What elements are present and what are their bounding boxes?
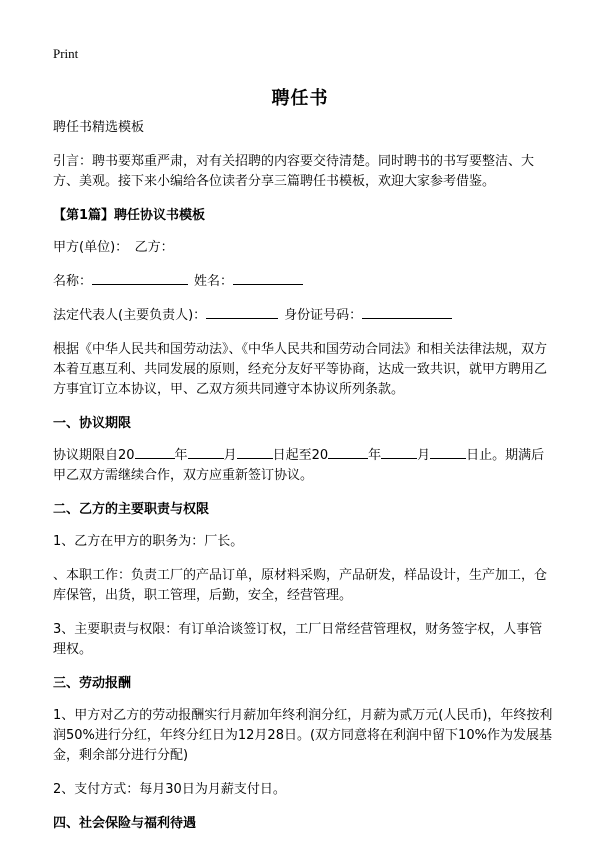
basis-paragraph: 根据《中华人民共和国劳动法》、《中华人民共和国劳动合同法》和相关法律法规，双方本着互惠互利、共同发展的原则，经充分友好平等协商，达成一致共识，就甲方聘用乙方事宜订立本协议，甲、乙双方须共同遵守本协议所列条款。 <box>53 342 548 397</box>
heading-pay: 三、劳动报酬 <box>53 676 132 691</box>
term-paragraph: 协议期限自20 年 月 日起至20 年 月 日止。期满后甲乙双方需继续合作，双方应重新签订协议。 <box>53 448 545 483</box>
name-blank <box>92 272 188 285</box>
name-line <box>53 272 553 292</box>
page-title: 聘任书 <box>271 88 329 109</box>
heading-duties: 二、乙方的主要职责与权限 <box>53 502 210 517</box>
party-line: 甲方(单位)： 乙方： <box>53 240 174 255</box>
name-label: 名称： <box>53 274 93 289</box>
rep-label: 法定代表人(主要负责人)： <box>53 308 207 323</box>
duty-item-3: 3、主要职责与权限：有订单洽谈签订权，工厂日常经营管理权，财务签字权，人事管理权。 <box>53 622 543 657</box>
pay-item-2: 2、支付方式：每月30日为月薪支付日。 <box>53 782 286 797</box>
name2-label: 姓名： <box>194 274 234 289</box>
heading-term: 一、协议期限 <box>53 416 132 431</box>
rep-blank <box>206 306 278 319</box>
pay-item-1: 1、甲方对乙方的劳动报酬实行月薪加年终利润分红，月薪为贰万元(人民币)，年终按利润50%进行分红，年终分红日为12月28日。(双方同意将在利润中留下10%作为发展基金，剩余部分进行分配) <box>53 708 553 763</box>
heading-insurance: 四、社会保险与福利待遇 <box>53 816 197 831</box>
duty-item-1: 1、乙方在甲方的职务为：厂长。 <box>53 534 244 549</box>
rep-line <box>53 306 553 326</box>
id-blank <box>362 306 452 319</box>
id-label: 身份证号码： <box>284 308 363 323</box>
duty-item-2: 、本职工作：负责工厂的产品订单，原材料采购，产品研发，样品设计，生产加工，仓库保管，出货，职工管理，后勤，安全，经营管理。 <box>53 568 548 603</box>
intro-paragraph: 引言：聘书要郑重严肃，对有关招聘的内容要交待清楚。同时聘书的书写要整洁、大方、美观。接下来小编给各位读者分享三篇聘任书模板，欢迎大家参考借鉴。 <box>53 154 535 189</box>
name2-blank <box>233 272 303 285</box>
subtitle: 聘任书精选模板 <box>53 120 145 135</box>
section-heading-1: 【第1篇】聘任协议书模板 <box>53 208 206 223</box>
print-link[interactable]: Print <box>53 46 79 61</box>
document-body <box>53 118 553 846</box>
